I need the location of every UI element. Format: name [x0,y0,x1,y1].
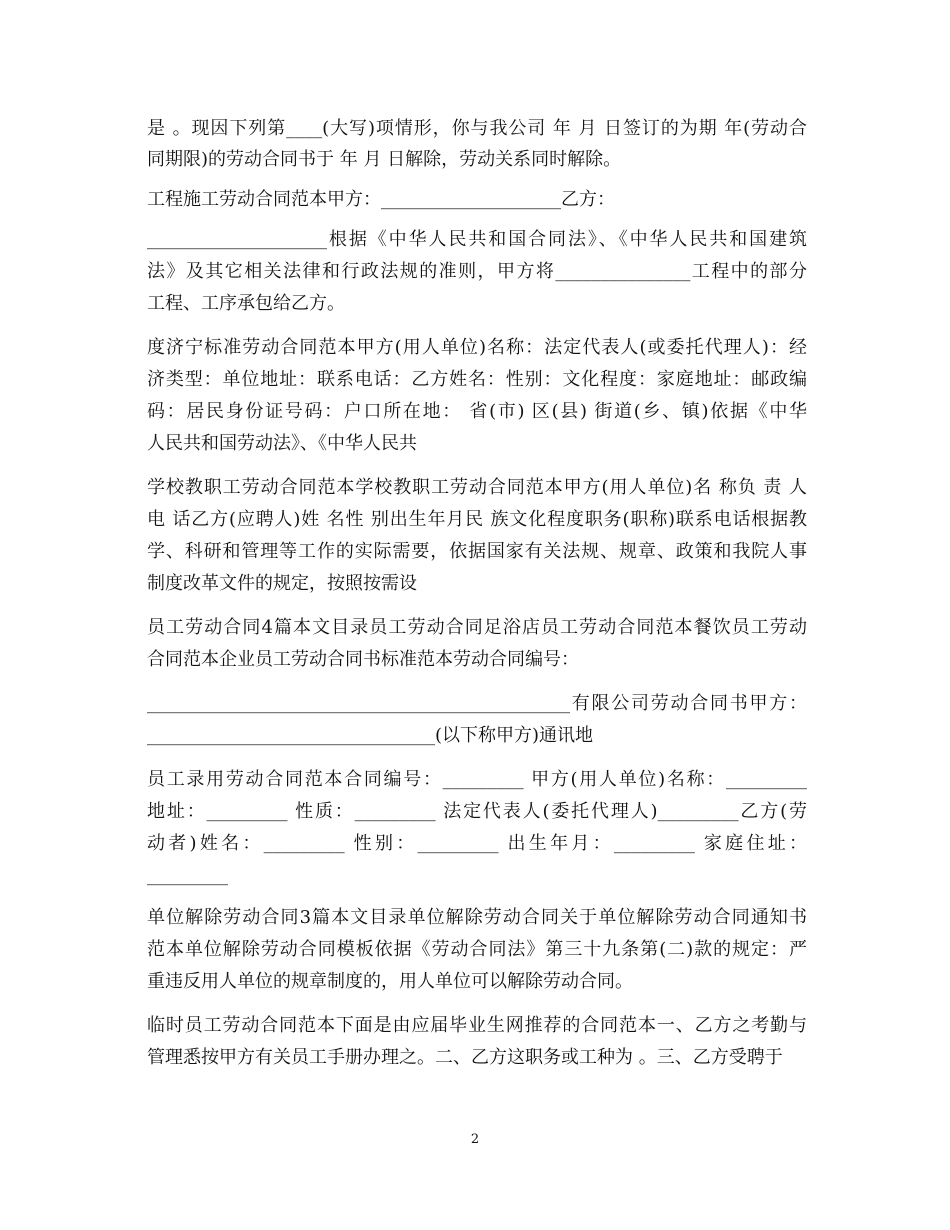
text-line: 合同范本企业员工劳动合同书标准范本劳动合同编号： [147,649,579,670]
text-line: 地址：_________ 性质：_________ 法定代表人(委托代理人)_________乙方(劳 [147,801,807,822]
text-line: 度济宁标准劳动合同范本甲方(用人单位)名称：法定代表人(或委托代理人)：经 [147,337,807,358]
text-line: 工程施工劳动合同范本甲方：____________________乙方： [147,189,615,210]
text-line: 临时员工劳动合同范本下面是由应届毕业生网推荐的合同范本一、乙方之考勤与 [147,1015,807,1036]
text-line: 电 话乙方(应聘人)姓 名性 别出生年月民 族文化程度职务(职称)联系电话根据教 [147,509,807,530]
text-line: 学、科研和管理等工作的实际需要，依据国家有关法规、规章、政策和我院人事 [147,541,807,562]
text-line: 管理悉按甲方有关员工手册办理之。二、乙方这职务或工种为 。三、乙方受聘于 [147,1047,783,1068]
text-line: 单位解除劳动合同3篇本文目录单位解除劳动合同关于单位解除劳动合同通知书 [147,907,807,928]
text-line: 员工劳动合同4篇本文目录员工劳动合同足浴店员工劳动合同范本餐饮员工劳动 [147,617,807,638]
text-line: ________________________________(以下称甲方)通讯地 [147,725,594,746]
text-line: 重违反用人单位的规章制度的，用人单位可以解除劳动合同。 [147,971,633,992]
text-line: 学校教职工劳动合同范本学校教职工劳动合同范本甲方(用人单位)名 称负 责 人 [147,477,807,498]
text-line: 工程、工序承包给乙方。 [147,293,345,314]
text-line: 是 。现因下列第____(大写)项情形，你与我公司 年 月 日签订的为期 年(劳动合 [147,118,807,139]
text-line: 人民共和国劳动法》、《中华人民共 [147,433,417,454]
text-line: 济类型：单位地址：联系电话：乙方姓名：性别：文化程度：家庭地址：邮政编 [147,369,807,390]
text-line: 法》及其它相关法律和行政法规的准则，甲方将_______________工程中的部分 [147,261,807,282]
text-line: 员工录用劳动合同范本合同编号：_________ 甲方(用人单位)名称：_________ [147,769,807,790]
text-line: 动者)姓名：_________ 性别：_________ 出生年月：_________ 家庭住址： [147,833,807,854]
text-line: 范本单位解除劳动合同模板依据《劳动合同法》第三十九条第(二)款的规定：严 [147,939,807,960]
page-number: 2 [470,1132,480,1147]
text-line: _______________________________________________有限公司劳动合同书甲方： [147,693,807,714]
text-line: ____________________根据《中华人民共和国合同法》、《中华人民共和国建筑 [147,229,807,250]
text-line: 制度改革文件的规定，按照按需设 [147,573,417,594]
text-line: 同期限)的劳动合同书于 年 月 日解除，劳动关系同时解除。 [147,149,622,170]
text-line: _________ [147,865,228,886]
text-line: 码：居民身份证号码：户口所在地： 省(市) 区(县) 街道(乡、镇)依据《中华 [147,401,807,422]
